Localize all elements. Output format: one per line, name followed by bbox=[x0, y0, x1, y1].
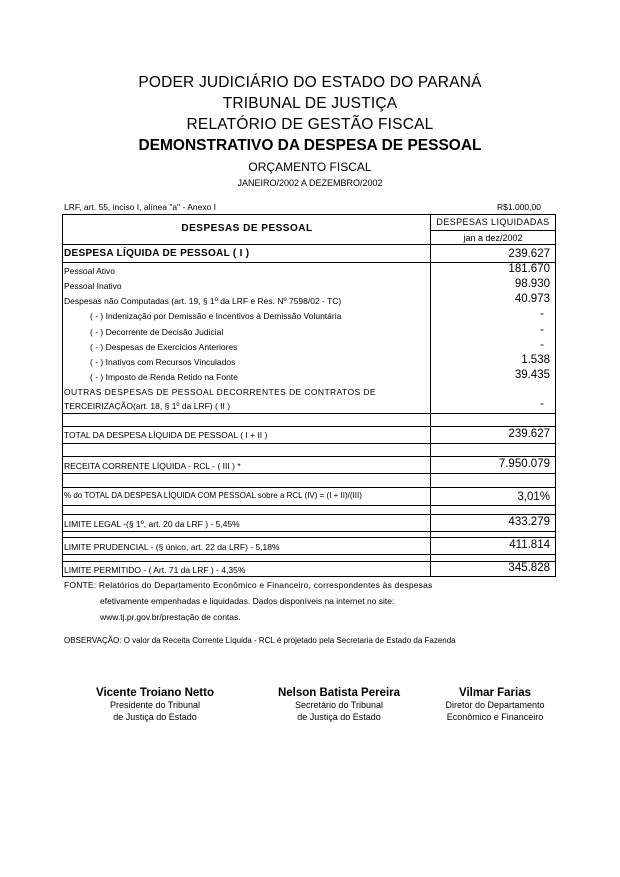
header-line-5: ORÇAMENTO FISCAL bbox=[248, 160, 372, 174]
legal-reference: LRF, art. 55, inciso I, alínea "a" - Anexo I bbox=[64, 202, 217, 212]
header-period: JANEIRO/2002 A DEZEMBRO/2002 bbox=[237, 178, 383, 188]
row-value-limite-legal: 433.279 bbox=[508, 516, 550, 528]
row-value-decisao-judicial: - bbox=[540, 324, 544, 336]
row-value-despesa-liquida: 239.627 bbox=[508, 248, 550, 260]
header-subdivider bbox=[430, 230, 556, 231]
currency-unit: R$1.000,00 bbox=[497, 202, 541, 212]
signature-block bbox=[249, 687, 429, 723]
row-label-despesas-nao-computadas: Despesas não Computadas (art. 19, § 1º da LRF e Res. Nº 7598/02 - TC) bbox=[64, 296, 342, 306]
source-note-line-1: FONTE: Relatórios do Departamento Econômico e Financeiro, correspondentes às despesas bbox=[64, 580, 433, 590]
signature-title: Econômico e Financeiro bbox=[446, 712, 544, 722]
row-divider bbox=[62, 537, 556, 538]
row-divider bbox=[62, 487, 556, 488]
row-value-inativos-vinculados: 1.538 bbox=[521, 354, 550, 366]
row-divider bbox=[62, 456, 556, 457]
row-value-total-despesa: 239.627 bbox=[508, 428, 550, 440]
row-label-inativos-vinculados: ( - ) Inativos com Recursos Vinculados bbox=[90, 357, 236, 367]
row-value-limite-permitido: 345.828 bbox=[508, 562, 550, 574]
row-label-pessoal-ativo: Pessoal Ativo bbox=[64, 266, 116, 276]
row-value-pessoal-inativo: 98.930 bbox=[514, 278, 550, 290]
row-value-indenizacao: - bbox=[540, 308, 544, 320]
row-label-limite-prudencial: LIMITE PRUDENCIAL - (§ único, art. 22 da LRF) - 5,18% bbox=[64, 542, 280, 552]
header-line-2: TRIBUNAL DE JUSTIÇA bbox=[222, 95, 398, 112]
document-title: DEMONSTRATIVO DA DESPESA DE PESSOAL bbox=[138, 137, 482, 154]
source-note-line-3: www.tj.pr.gov.br/prestação de contas. bbox=[100, 612, 241, 622]
column-header-period: jan a dez/2002 bbox=[463, 233, 523, 243]
signature-block bbox=[405, 687, 585, 723]
row-divider bbox=[62, 443, 556, 444]
signature-title: de Justiça do Estado bbox=[113, 712, 197, 722]
signature-title: de Justiça do Estado bbox=[297, 712, 381, 722]
row-value-terceirizacao: - bbox=[540, 398, 544, 410]
signature-name: Vilmar Farias bbox=[458, 687, 532, 699]
signature-title: Secretário do Tribunal bbox=[294, 700, 384, 710]
row-label-terceirizacao: OUTRAS DESPESAS DE PESSOAL DECORRENTES DE CONTRATOS DE bbox=[64, 387, 376, 397]
row-value-limite-prudencial: 411.814 bbox=[509, 539, 550, 551]
signature-title: Diretor do Departamento bbox=[445, 700, 545, 710]
row-label-total-despesa: TOTAL DA DESPESA LÍQUIDA DE PESSOAL ( I + II ) bbox=[64, 430, 268, 440]
row-divider bbox=[62, 505, 556, 506]
header-bottom-line bbox=[62, 244, 556, 245]
row-label-receita-corrente: RECEITA CORRENTE LÍQUIDA - RCL - ( III ) * bbox=[64, 461, 241, 471]
row-value-receita-corrente: 7.950.079 bbox=[498, 458, 550, 470]
row-label-percentual: % do TOTAL DA DESPESA LÍQUIDA COM PESSOAL sobre a RCL (IV) = (I + II)/(III) bbox=[64, 491, 362, 500]
row-divider bbox=[62, 413, 556, 414]
row-label-terceirizacao-cont: TERCEIRIZAÇÃO(art. 18, § 1º da LRF) ( II ) bbox=[64, 401, 231, 411]
source-note-line-2: efetivamente empenhadas e liquidadas. Dados disponíveis na internet no site: bbox=[100, 596, 395, 606]
row-label-indenizacao: ( - ) Indenização por Demissão e Incentivos à Demissão Voluntária bbox=[90, 311, 342, 321]
signature-name: Vicente Troiano Netto bbox=[95, 687, 214, 699]
row-value-despesas-nao-computadas: 40.973 bbox=[514, 293, 550, 305]
signature-name: Nelson Batista Pereira bbox=[277, 687, 401, 699]
header-line-1: PODER JUDICIÁRIO DO ESTADO DO PARANÁ bbox=[138, 74, 482, 91]
row-label-limite-permitido: LIMITE PERMITIDO - ( Art. 71 da LRF ) - 4,35% bbox=[64, 565, 246, 575]
observation-note: OBSERVAÇÃO: O valor da Receita Corrente Líquida - RCL é projetado pela Secretaria de Estado da Fazenda bbox=[64, 636, 456, 645]
row-divider bbox=[62, 473, 556, 474]
row-value-percentual: 3,01% bbox=[517, 491, 550, 503]
row-value-exercicios-anteriores: - bbox=[540, 339, 544, 351]
column-header-label: DESPESAS DE PESSOAL bbox=[181, 223, 313, 234]
row-value-pessoal-ativo: 181.670 bbox=[508, 263, 550, 275]
signature-title: Presidente do Tribunal bbox=[109, 700, 201, 710]
row-label-imposto-renda: ( - ) Imposto de Renda Retido na Fonte bbox=[90, 372, 238, 382]
row-label-limite-legal: LIMITE LEGAL -(§ 1º, art. 20 da LRF ) - 5,45% bbox=[64, 519, 240, 529]
row-label-decisao-judicial: ( - ) Decorrente de Decisão Judicial bbox=[90, 327, 224, 337]
column-header-value: DESPESAS LIQUIDADAS bbox=[436, 217, 550, 227]
row-value-imposto-renda: 39.435 bbox=[514, 369, 550, 381]
row-divider bbox=[62, 514, 556, 515]
row-divider bbox=[62, 426, 556, 427]
signature-block bbox=[65, 687, 245, 723]
row-label-pessoal-inativo: Pessoal Inativo bbox=[64, 281, 122, 291]
row-label-despesa-liquida: DESPESA LÍQUIDA DE PESSOAL ( I ) bbox=[64, 248, 250, 259]
row-label-exercicios-anteriores: ( - ) Despesas de Exercícios Anteriores bbox=[90, 342, 238, 352]
header-line-3: RELATÓRIO DE GESTÃO FISCAL bbox=[186, 116, 434, 133]
row-divider bbox=[62, 531, 556, 532]
row-divider bbox=[62, 554, 556, 555]
